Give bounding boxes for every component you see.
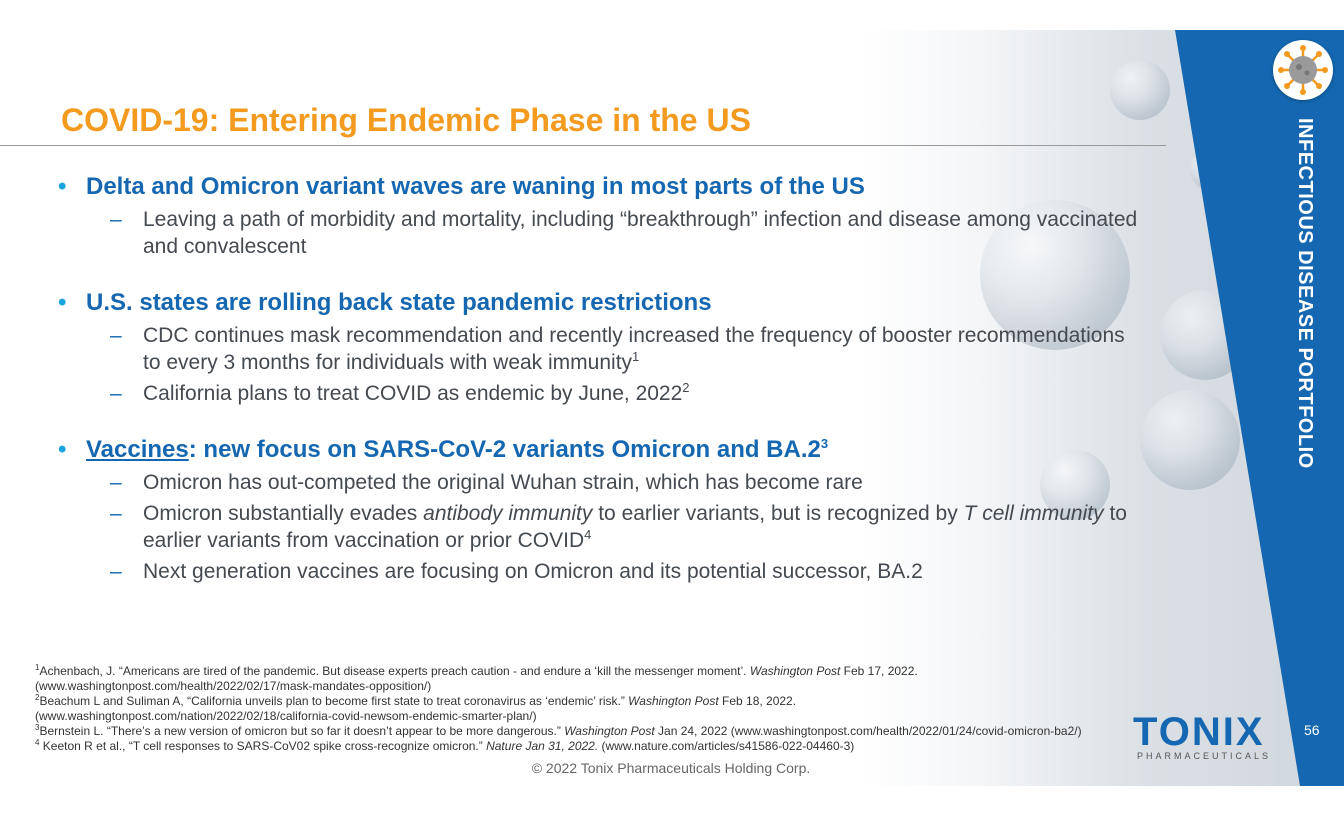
sub-bullet: – California plans to treat COVID as endemic by June, 2022$^2$ bbox=[110, 380, 690, 405]
sub-bullet: – Omicron substantially evades antibody immunity to earlier variants, but is recognized by T cell immunity to earlier variants from vaccination or prior COVID$^4$ bbox=[110, 502, 1127, 552]
footnote: $^1$Achenbach, J. “Americans are tired of the pandemic. But disease experts preach caution - and endure a ‘kill the messenger moment’. Washington Post Feb 17, 2022. bbox=[35, 663, 918, 678]
footnote: $^3$Bernstein L. “There’s a new version of omicron but so far it doesn’t appear to be more dangerous.” Washington Post Jan 24, 2022 (www.washingtonpost.com/health/2022/01/24/covid-omicron-ba2/) bbox=[35, 723, 1082, 738]
footnotes bbox=[35, 664, 1155, 754]
sub-bullet: – Omicron has out-competed the original Wuhan strain, which has become rare bbox=[110, 471, 863, 494]
dash-icon: – bbox=[110, 382, 122, 405]
dash-icon: – bbox=[110, 560, 122, 583]
dash-icon: – bbox=[110, 471, 122, 494]
bullet-heading: • Delta and Omicron variant waves are waning in most parts of the US bbox=[58, 173, 865, 200]
dash-icon: – bbox=[110, 502, 122, 525]
copyright-text: © 2022 Tonix Pharmaceuticals Holding Corp. bbox=[531, 760, 811, 776]
title-divider bbox=[0, 145, 1166, 146]
slide bbox=[0, 30, 1344, 786]
bullet-dot-icon: • bbox=[58, 436, 67, 463]
bullet-dot-icon: • bbox=[58, 173, 67, 200]
dash-icon: – bbox=[110, 208, 122, 231]
bullet-dot-icon: • bbox=[58, 289, 67, 316]
page-number: 56 bbox=[1304, 722, 1320, 738]
virus-icon bbox=[1273, 40, 1333, 100]
portfolio-side-label: INFECTIOUS DISEASE PORTFOLIO bbox=[1294, 118, 1316, 469]
footnote-url: (www.washingtonpost.com/health/2022/02/17/mask-mandates-opposition/) bbox=[35, 679, 432, 693]
sub-bullet: – Leaving a path of morbidity and mortality, including “breakthrough” infection and disease among vaccinated and convalescent bbox=[110, 208, 1138, 258]
dash-icon: – bbox=[110, 324, 122, 347]
slide-title: COVID-19: Entering Endemic Phase in the US bbox=[61, 102, 751, 138]
footnote: $^4$ Keeton R et al., “T cell responses to SARS-CoV02 spike cross-recognize omicron.” Nature Jan 31, 2022. (www.nature.com/articles/s41586-022-04460-3) bbox=[35, 738, 855, 753]
footnote-url: (www.washingtonpost.com/nation/2022/02/18/california-covid-newsom-endemic-smarter-plan/) bbox=[35, 709, 537, 723]
bullet-heading: • Vaccines: new focus on SARS-CoV-2 variants Omicron and $BA.2^3$ bbox=[58, 436, 829, 463]
vaccines-link[interactable]: Vaccines bbox=[86, 436, 189, 463]
slide-body bbox=[58, 172, 1138, 585]
sub-bullet: – Next generation vaccines are focusing on Omicron and its potential successor, BA.2 bbox=[110, 560, 923, 583]
tonix-logo: TONIX PHARMACEUTICALS bbox=[1133, 710, 1272, 761]
footnote: $^2$Beachum L and Suliman A, “California unveils plan to become first state to treat coronavirus as ‘endemic’ risk.” Washington Post Feb 18, 2022. bbox=[35, 693, 797, 708]
bullet-heading: • U.S. states are rolling back state pandemic restrictions bbox=[58, 289, 712, 316]
sub-bullet: – CDC continues mask recommendation and recently increased the frequency of booster recommendations to every 3 months for individuals with weak immunity$^1$ bbox=[110, 324, 1125, 374]
